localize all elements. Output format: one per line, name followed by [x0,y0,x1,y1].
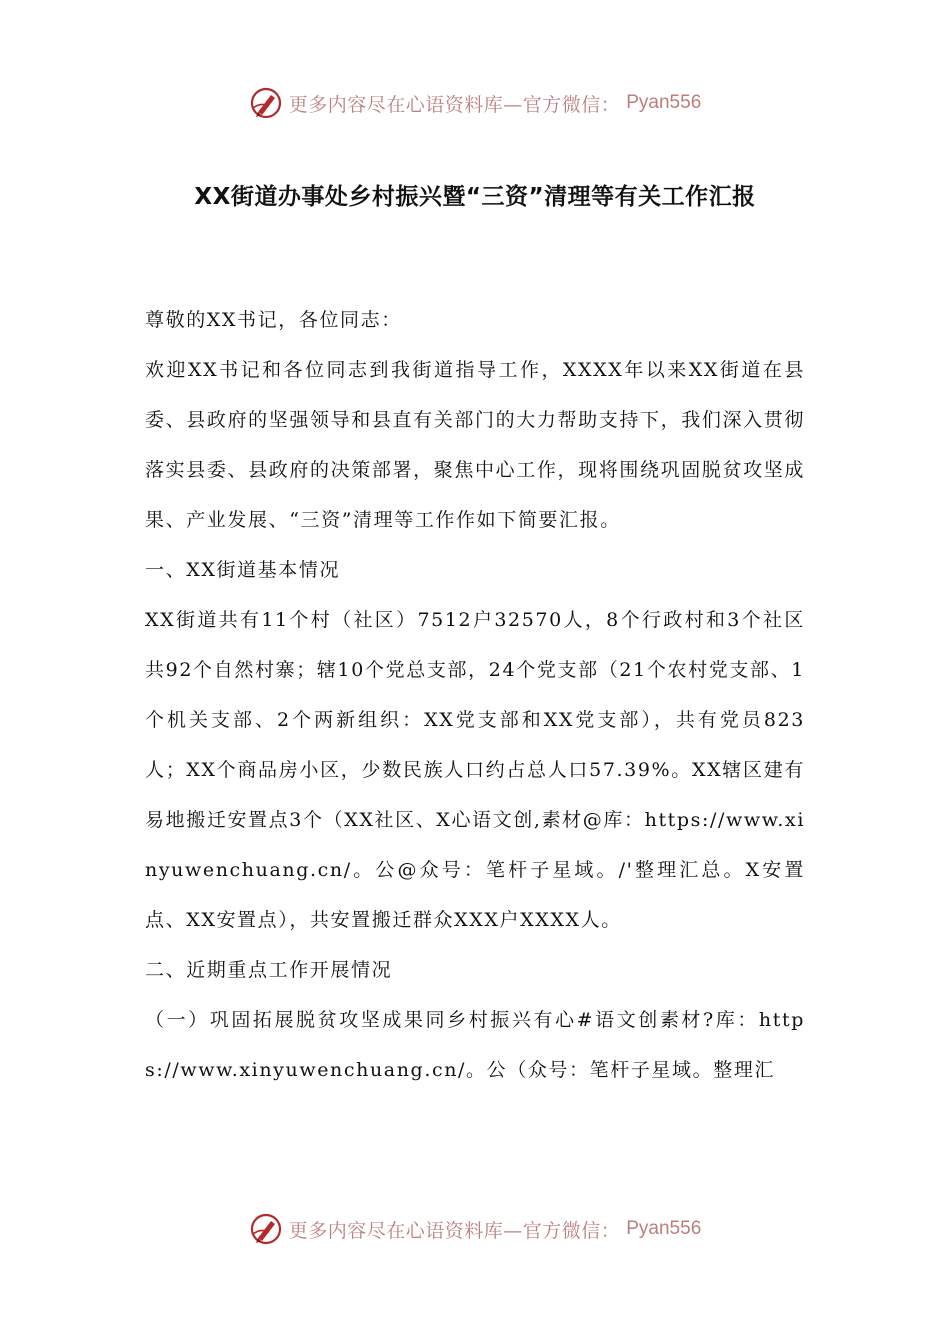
banner-text: 更多内容尽在心语资料库—官方微信： [288,93,621,116]
banner-wechat-id: Pyan556 [626,92,702,113]
header-banner [0,80,950,126]
pen-logo-icon [249,86,283,120]
paragraph-basic-info: XX街道共有11个村（社区）7512户32570人，8个行政村和3个社区共92个自然村寨；辖10个党总支部，24个党支部（21个农村党支部、1个机关支部、2个两新组织：XX党支部和XX党支部），共有党员823人；XX个商品房小区，少数民族人口约占总人口57.39%。XX辖区建有易地搬迁安置点3个（XX社区、X心语文创,素材@库：https://www.xinyuwenchuang.cn/。公@众号：笔杆子星域。/'整理汇总。X安置点、XX安置点），共安置搬迁群众XXX户XXXX人。 [145,609,805,931]
paragraph-intro: 欢迎XX书记和各位同志到我街道指导工作，XXXX年以来XX街道在县委、县政府的坚强领导和县直有关部门的大力帮助支持下，我们深入贯彻落实县委、县政府的决策部署，聚焦中心工作，现将围绕巩固脱贫攻坚成果、产业发展、“三资”清理等工作作如下简要汇报。 [145,359,805,531]
document-body [145,295,805,1095]
section-heading-1: 一、XX街道基本情况 [145,559,341,581]
paragraph-subsection-1: （一）巩固拓展脱贫攻坚成果同乡村振兴有心#语文创素材?库：https://www.xinyuwenchuang.cn/。公（众号：笔杆子星域。整理汇 [145,1009,805,1081]
salutation: 尊敬的XX书记，各位同志： [145,309,402,331]
pen-logo-icon [249,1212,283,1246]
banner-wechat-id: Pyan556 [626,1218,702,1239]
document-title: XX街道办事处乡村振兴暨“三资”清理等有关工作汇报 [194,184,756,210]
footer-banner [0,1206,950,1252]
section-heading-2: 二、近期重点工作开展情况 [145,959,393,981]
banner-text: 更多内容尽在心语资料库—官方微信： [288,1219,621,1242]
